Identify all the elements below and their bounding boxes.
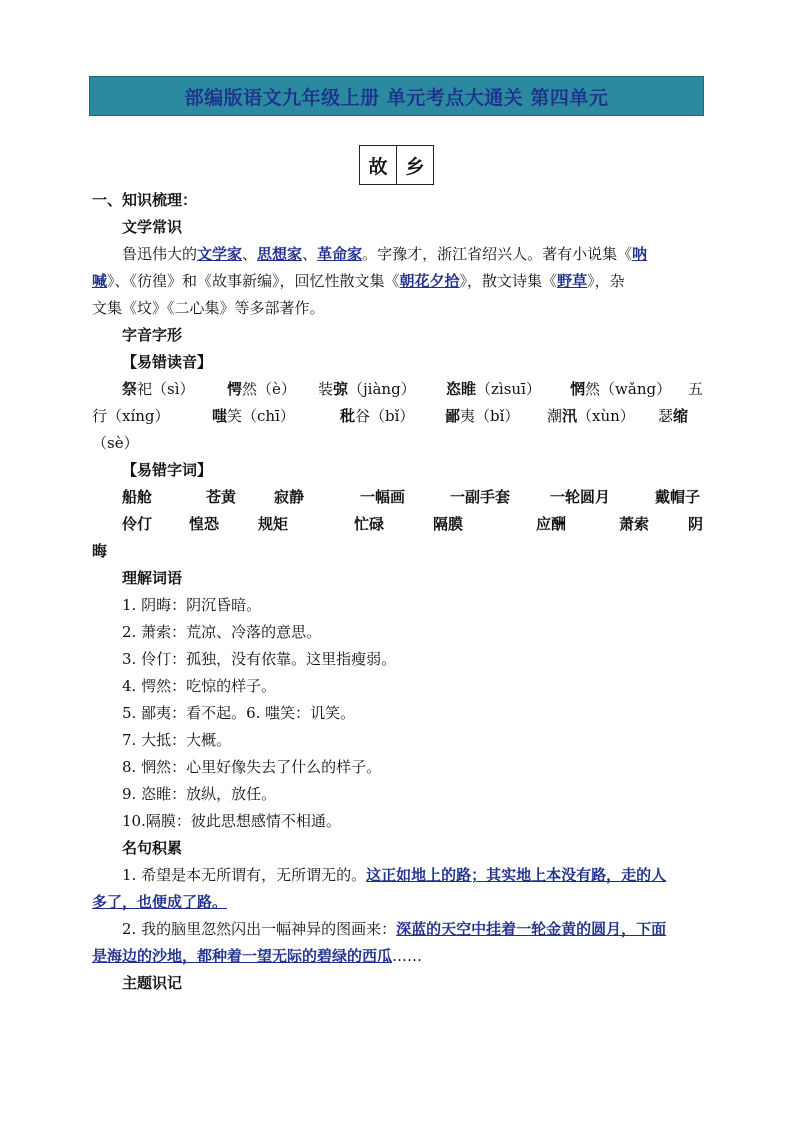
pinyin: （xíng）: [107, 407, 170, 425]
header-banner: [89, 76, 704, 116]
pron-item: [92, 403, 170, 430]
word-item: 苍黄: [206, 488, 237, 506]
word-item: 一副手套: [450, 488, 511, 506]
phon-heading: 字音字形: [122, 326, 183, 344]
lesson-title-char-1: 故: [368, 155, 388, 178]
pinyin: （wǎng）: [600, 380, 672, 398]
highlight-term: 朝花夕拾: [399, 272, 460, 290]
pinyin: （xùn）: [577, 407, 635, 425]
pron-item: [445, 403, 519, 430]
pron-item: [122, 376, 195, 403]
pron-item: [318, 376, 416, 403]
char: 谷: [355, 407, 371, 425]
vocab-item: 7. 大抵：大概。: [122, 731, 232, 749]
highlight-term: 野草: [557, 272, 588, 290]
word-item: 戴帽子: [655, 488, 701, 506]
quotes-heading: 名句积累: [122, 839, 183, 857]
pinyin: （jiàng）: [348, 380, 416, 398]
highlight-term: 喊: [92, 272, 108, 290]
word-item: 规矩: [258, 515, 289, 533]
text: 、: [302, 245, 318, 263]
char: 夷: [460, 407, 476, 425]
pinyin: （sì）: [152, 380, 195, 398]
highlight-term: 革命家: [317, 245, 363, 263]
char: 祀: [137, 380, 153, 398]
word-item: 寂静: [274, 488, 305, 506]
quote-1-line-1: [122, 862, 704, 889]
lit-paragraph-line-1: [122, 241, 704, 268]
char: 五: [688, 380, 704, 398]
text: 2. 我的脑里忽然闪出一幅神异的图画来：: [122, 920, 397, 938]
pron-item: [227, 376, 296, 403]
bold-char: 恣睢: [446, 380, 477, 398]
bold-char: 祭: [122, 380, 138, 398]
text: 。字豫才，浙江省绍兴人。著有小说集《: [362, 245, 633, 263]
char: 行: [92, 407, 108, 425]
lit-paragraph-line-3: 文集《坟》《二心集》等多部著作。: [92, 299, 325, 317]
bold-char: 汛: [562, 407, 578, 425]
vocab-heading: 理解词语: [122, 569, 183, 587]
text: 》，散文诗集《: [459, 272, 558, 290]
bold-char: 鄙: [445, 407, 461, 425]
text: 1. 希望是本无所谓有，无所谓无的。: [122, 866, 367, 884]
quote-1-line-2: [92, 889, 704, 916]
word-item: 一轮圆月: [550, 488, 611, 506]
vocab-item: 4. 愕然：吃惊的样子。: [122, 677, 277, 695]
pron-item: [688, 376, 703, 403]
words-row-1: [92, 484, 704, 511]
word-item: 隔膜: [433, 515, 464, 533]
pron-item: [658, 403, 688, 430]
words-row-2: [92, 511, 704, 538]
bold-char: 秕: [340, 407, 356, 425]
banner-title: 部编版语文九年级上册 单元考点大通关 第四单元: [184, 86, 609, 109]
word-item: 萧索: [619, 515, 650, 533]
phon-sub-heading: 【易错读音】: [122, 353, 213, 371]
text: 鲁迅伟大的: [122, 245, 198, 263]
quote-2-line-2: [92, 943, 704, 970]
word-item: 忙碌: [354, 515, 385, 533]
highlight-quote: 深蓝的天空中挂着一轮金黄的圆月，下面: [396, 920, 667, 938]
char: 瑟: [658, 407, 674, 425]
bold-char: 愕: [227, 380, 243, 398]
pron-item: [340, 403, 414, 430]
quote-2-line-1: [122, 916, 704, 943]
word-item: 应酬: [536, 515, 567, 533]
lit-paragraph-line-2: [92, 268, 704, 295]
highlight-term: 思想家: [257, 245, 303, 263]
pron-item: [570, 376, 671, 403]
char: 笑: [227, 407, 243, 425]
pinyin: （bǐ）: [370, 407, 415, 425]
theme-heading: 主题识记: [122, 974, 183, 992]
bold-char: 弶: [333, 380, 349, 398]
word-item: 一幅画: [360, 488, 406, 506]
vocab-item: 3. 伶仃：孤独，没有依靠。这里指瘦弱。: [122, 650, 397, 668]
words-sub-heading: 【易错字词】: [122, 461, 213, 479]
section-heading: 一、知识梳理：: [92, 191, 198, 209]
vocab-item: 8. 惘然：心里好像失去了什么的样子。: [122, 758, 382, 776]
pinyin: （è）: [257, 380, 296, 398]
highlight-quote: 这正如地上的路；其实地上本没有路，走的人: [366, 866, 667, 884]
pronunciation-row-2: [92, 403, 704, 430]
bold-char: 惘: [570, 380, 586, 398]
highlight-quote: 多了，也便成了路。: [92, 893, 228, 911]
pron-item: [446, 376, 541, 403]
pinyin: （chī）: [242, 407, 295, 425]
char: 然: [242, 380, 258, 398]
char: 潮: [547, 407, 563, 425]
char: 装: [318, 380, 334, 398]
word-item: 惶恐: [189, 515, 220, 533]
word-item: 阴: [688, 515, 704, 533]
bold-char: 嗤: [212, 407, 228, 425]
bold-char: 缩: [673, 407, 689, 425]
highlight-term: 文学家: [197, 245, 243, 263]
pinyin: （zìsuī）: [476, 380, 541, 398]
vocab-item: 9. 恣睢：放纵，放任。: [122, 785, 277, 803]
lit-heading: 文学常识: [122, 218, 183, 236]
pron-item: [547, 403, 635, 430]
text: 》，杂: [587, 272, 625, 290]
words-row-3: 晦: [92, 542, 108, 560]
char: 然: [585, 380, 601, 398]
vocab-item: 1. 阴晦：阴沉昏暗。: [122, 596, 262, 614]
highlight-term: 呐: [632, 245, 648, 263]
vocab-item: 10.隔膜：彼此思想感情不相通。: [122, 812, 341, 830]
pron-item: [212, 403, 295, 430]
pinyin: （bǐ）: [475, 407, 520, 425]
text: 、: [242, 245, 258, 263]
word-item: 船舱: [122, 488, 153, 506]
vocab-item: 2. 萧索：荒凉、冷落的意思。: [122, 623, 322, 641]
text: 》、《彷徨》和《故事新编》，回忆性散文集《: [107, 272, 400, 290]
text: ……: [392, 947, 423, 965]
vocab-item: 5. 鄙夷：看不起。6. 嗤笑：讥笑。: [122, 704, 356, 722]
pronunciation-row-3: （sè）: [92, 434, 139, 452]
pronunciation-row-1: [92, 376, 704, 403]
highlight-quote: 是海边的沙地，都种着一望无际的碧绿的西瓜: [92, 947, 393, 965]
lesson-title-box: [359, 145, 434, 185]
word-item: 伶仃: [122, 515, 153, 533]
lesson-title-char-2: 乡: [396, 146, 433, 184]
